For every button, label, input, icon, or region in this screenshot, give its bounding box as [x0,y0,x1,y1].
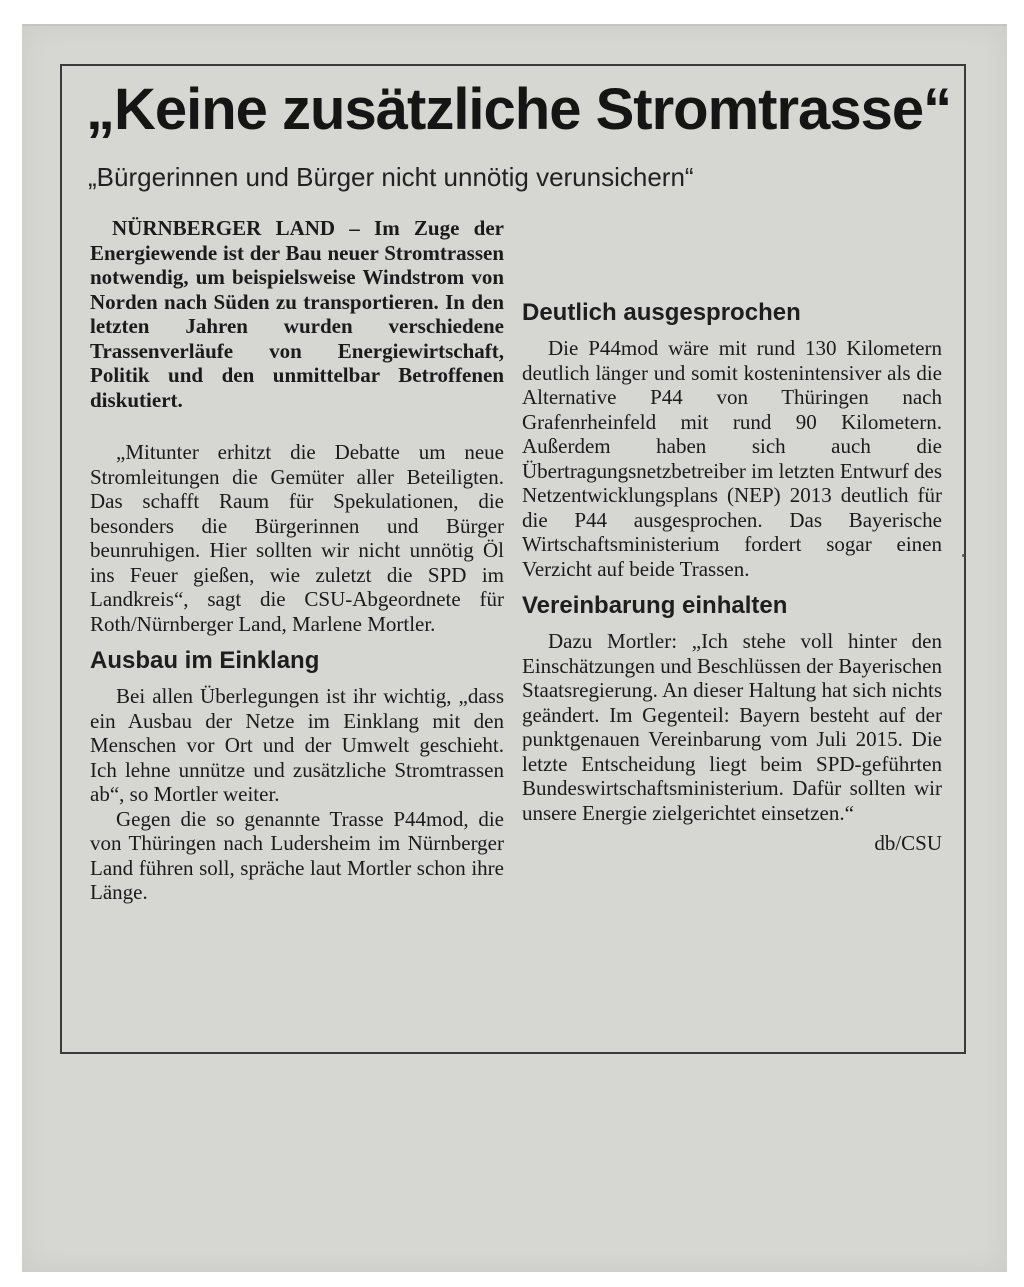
article-subheadline: „Bürgerinnen und Bürger nicht unnötig verunsichern“ [88,162,694,192]
article-lead: NÜRNBERGER LAND – Im Zuge der Energiewende ist der Bau neuer Stromtrassen notwendig, um beispielsweise Windstrom von Norden nach Süden zu transportieren. In den letzten Jahren wurden verschiedene Trassenverläufe von Energiewirtschaft, Politik und den unmittelbar Betroffenen diskutiert. [90,216,504,412]
article-headline: „Keine zusätzliche Stromtrasse“ [86,77,952,142]
article-paragraph: Gegen die so genannte Trasse P44mod, die von Thüringen nach Ludersheim im Nürnberger Land führen soll, spräche laut Mortler schon ihre Länge. [90,806,504,904]
paper-speck [962,554,965,557]
section-subhead: Ausbau im Einklang [90,647,320,674]
article-paragraph: Die P44mod wäre mit rund 130 Kilometern deutlich länger und somit kostenintensiver als die Alternative P44 von Thüringen nach Grafenrheinfeld mit rund 90 Kilometern. Außerdem haben sich auch die Übertragungsnetzbetreiber im letzten Entwurf des Netzentwicklungsplans (NEP) 2013 deutlich für die P44 ausgesprochen. Das Bayerische Wirtschaftsministerium fordert sogar einen Verzicht auf beide Trassen. [522,336,942,581]
article-paragraph: „Mitunter erhitzt die Debatte um neue Stromleitungen die Gemüter aller Beteiligten. Das schafft Raum für Spekulationen, die besonders die Bürgerinnen und Bürger beunruhigen. Hier sollten wir nicht unnötig Öl ins Feuer gießen, wie zuletzt die SPD im Landkreis“, sagt die CSU-Abgeordnete für Roth/Nürnberger Land, Marlene Mortler. [90,440,504,636]
section-subhead: Deutlich ausgesprochen [522,299,801,326]
paper-edge [22,24,1007,26]
article-paragraph: Dazu Mortler: „Ich stehe voll hinter den Einschätzungen und Beschlüssen der Bayerischen Staatsregierung. An dieser Haltung hat sich nichts geändert. Im Gegenteil: Bayern besteht auf der punktgenauen Vereinbarung vom Juli 2015. Die letzte Entscheidung liegt beim SPD-geführten Bundeswirtschaftsministerium. Dafür sollten wir unsere Energie zielgerichtet einsetzen.“ [522,629,942,825]
section-subhead: Vereinbarung einhalten [522,592,788,619]
article-paragraph: Bei allen Überlegungen ist ihr wichtig, „dass ein Ausbau der Netze im Einklang mit den Menschen vor Ort und der Umwelt geschieht. Ich lehne unnütze und zusätzliche Stromtrassen ab“, so Mortler weiter. [90,684,504,806]
newspaper-clipping [22,24,1007,1272]
article-signature: db/CSU [874,831,942,855]
article-column-right [522,216,942,856]
article-column-left [90,216,504,905]
article-frame [60,64,966,1054]
